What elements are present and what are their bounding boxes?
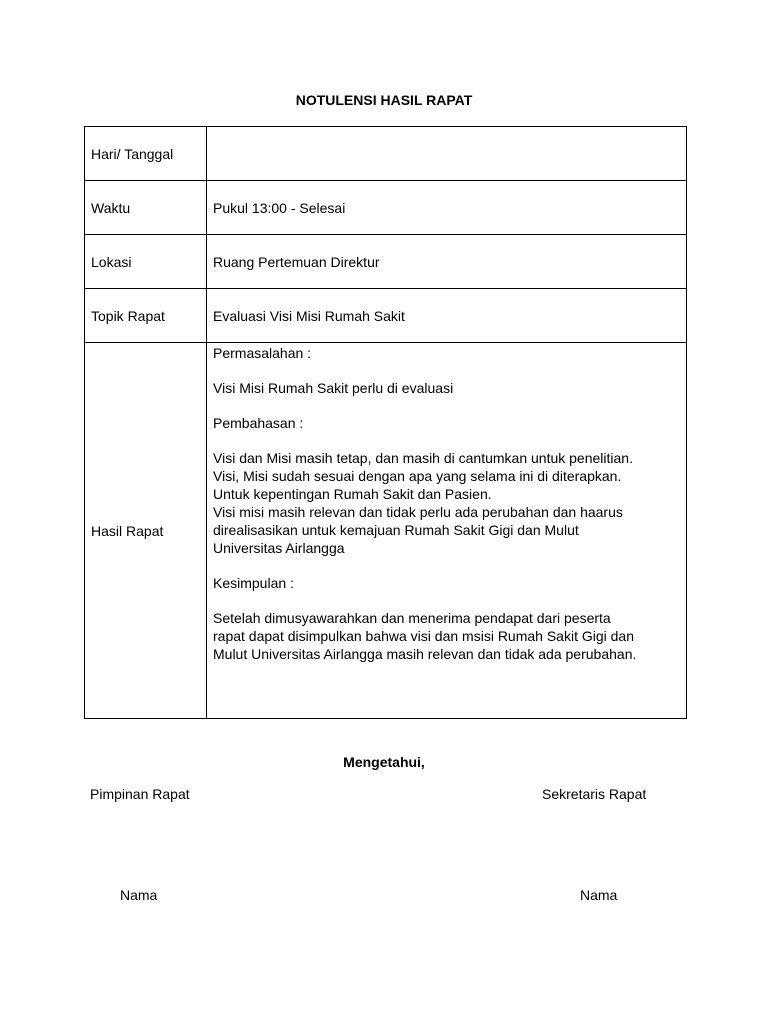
problem-text: Visi Misi Rumah Sakit perlu di evaluasi bbox=[213, 380, 454, 396]
problem-heading: Permasalahan : bbox=[213, 345, 312, 361]
meeting-secretary-name: Nama bbox=[580, 887, 618, 903]
document-title: NOTULENSI HASIL RAPAT bbox=[295, 92, 473, 108]
discussion-heading: Pembahasan : bbox=[213, 415, 304, 431]
meeting-secretary-label: Sekretaris Rapat bbox=[542, 786, 647, 802]
row-value-location: Ruang Pertemuan Direktur bbox=[207, 235, 687, 289]
row-value-date bbox=[207, 127, 687, 181]
row-value-time: Pukul 13:00 - Selesai bbox=[207, 181, 687, 235]
table-row-time bbox=[85, 181, 687, 235]
row-label-location: Lokasi bbox=[85, 235, 207, 289]
table-row-location bbox=[85, 235, 687, 289]
row-label-time: Waktu bbox=[85, 181, 207, 235]
table-row-topic bbox=[85, 289, 687, 343]
row-label-result: Hasil Rapat bbox=[85, 343, 207, 719]
meeting-leader-label: Pimpinan Rapat bbox=[90, 786, 190, 802]
result-content bbox=[207, 343, 687, 719]
discussion-text: Visi dan Misi masih tetap, dan masih di cantumkan untuk penelitian. Visi, Misi sudah sesuai dengan apa yang selama ini di diterapkan. Untuk kepentingan Rumah Sakit dan Pasien. Visi misi masih relevan dan tidak perlu ada perubahan dan haarus direalisasikan untuk kemajuan Rumah Sakit Gigi dan Mulut Universitas Airlangga bbox=[213, 450, 633, 556]
minutes-table bbox=[84, 126, 687, 719]
conclusion-heading: Kesimpulan : bbox=[213, 575, 294, 591]
acknowledgement-label: Mengetahui, bbox=[343, 754, 425, 770]
conclusion-text: Setelah dimusyawarahkan dan menerima pendapat dari peserta rapat dapat disimpulkan bahwa visi dan msisi Rumah Sakit Gigi dan Mulut Universitas Airlangga masih relevan dan tidak ada perubahan. bbox=[213, 610, 637, 662]
table-row-date bbox=[85, 127, 687, 181]
row-label-date: Hari/ Tanggal bbox=[85, 127, 207, 181]
row-label-topic: Topik Rapat bbox=[85, 289, 207, 343]
table-row-result bbox=[85, 343, 687, 719]
row-value-topic: Evaluasi Visi Misi Rumah Sakit bbox=[207, 289, 687, 343]
meeting-leader-name: Nama bbox=[120, 887, 158, 903]
